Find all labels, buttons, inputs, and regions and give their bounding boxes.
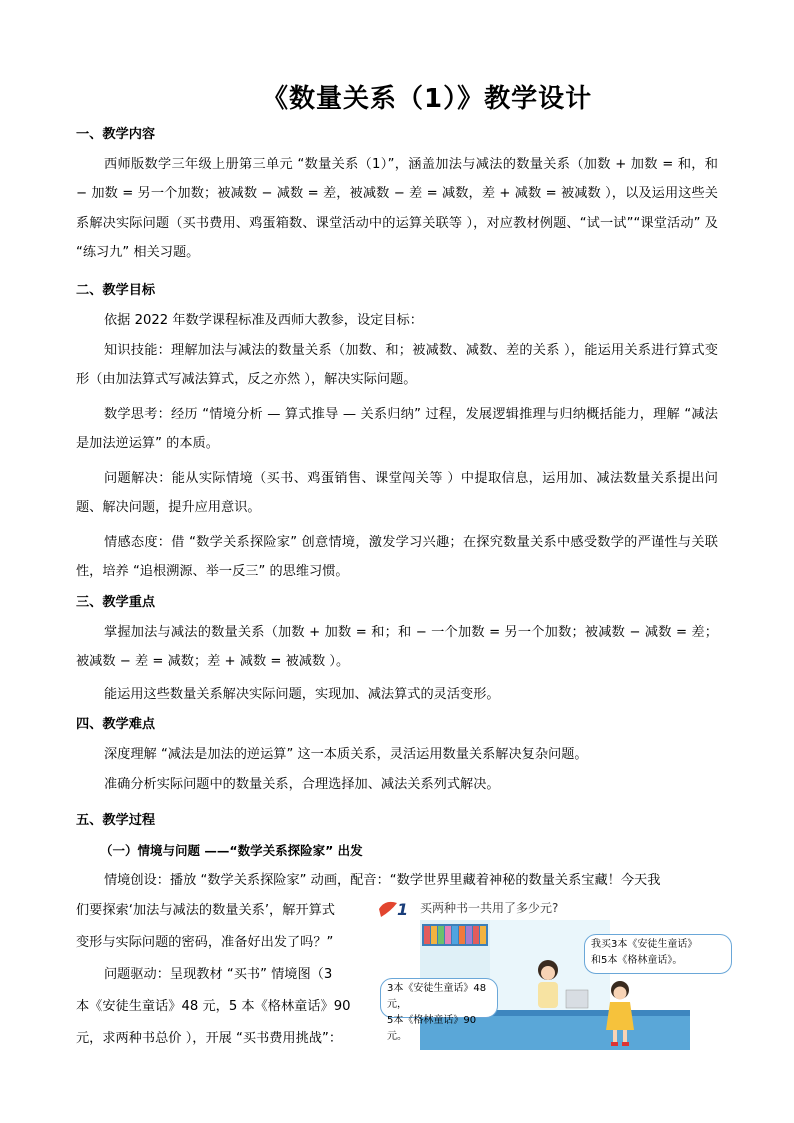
girl-speech-bubble [584, 934, 732, 974]
difficulty-2: 准确分析实际问题中的数量关系，合理选择加、减法关系列式解决。 [104, 777, 500, 792]
section-heading-process: 五、教学过程 [76, 813, 156, 828]
key-point-1: 掌握加法与减法的数量关系（加数 + 加数 = 和；和 − 一个加数 = 另一个加数；被减数 − 减数 = 差；被减数 − 差 = 减数；差 + 减数 = 被减数 ）。 [76, 625, 718, 670]
key-point-2: 能运用这些数量关系解决实际问题，实现加、减法算式的灵活变形。 [104, 687, 500, 702]
register [566, 990, 588, 1008]
example-question: 买两种书一共用了多少元? [420, 901, 559, 915]
goal-knowledge: 知识技能：理解加法与减法的数量关系（加数、和；被减数、减数、差的关系 ），能运用关系进行算式变形（由加法算式写减法算式，反之亦然 ），解决实际问题。 [76, 343, 718, 388]
section-heading-goals: 二、教学目标 [76, 283, 156, 298]
girl-speech-line-2: 和5本《格林童话》。 [591, 955, 683, 966]
example-badge [375, 897, 415, 925]
goal-thinking: 数学思考：经历 “情境分析 — 算式推导 — 关系归纳” 过程，发展逻辑推理与归纳概括能力，理解 “减法是加法逆运算” 的本质。 [76, 407, 718, 452]
example-number: 1 [397, 900, 409, 919]
process-subheading: （一）情境与问题 ——“数学关系探险家” 出发 [100, 843, 363, 858]
goal-problem-solving: 问题解决：能从实际情境（买书、鸡蛋销售、课堂闯关等 ）中提取信息，运用加、减法数量关系提出问题、解决问题，提升应用意识。 [76, 471, 718, 516]
goals-intro: 依据 2022 年数学课程标准及西师大教参，设定目标： [104, 313, 423, 328]
bookshelf-books [424, 926, 486, 944]
clerk-figure [538, 960, 558, 1008]
goal-attitude: 情感态度：借 “数学关系探险家” 创意情境，激发学习兴趣；在探究数量关系中感受数学的严谨性与关联性，培养 “追根溯源、举一反三” 的思维习惯。 [76, 535, 718, 580]
content-paragraph: 西师版数学三年级上册第三单元 “数量关系（1）”，涵盖加法与减法的数量关系（加数 + 加数 = 和，和 − 加数 = 另一个加数；被减数 − 减数 = 差，被减数 − 差 = 减数，差 + 减数 = 被减数 ），以及运用这些关系解决实际问题（买书费用、鸡蛋箱数、课堂活动中的运算关联等 ），对应教材例题、“试一试”“课堂活动” 及 “练习九” 相关习题。 [76, 157, 718, 261]
clerk-speech-line-2: 5本《格林童话》90元。 [387, 1015, 477, 1042]
process-line-1: 情境创设：播放 “数学关系探险家” 动画，配音：“数学世界里藏着神秘的数量关系宝藏！今天我 [104, 873, 661, 888]
girl-speech-line-1: 我买3本《安徒生童话》 [591, 939, 698, 950]
section-heading-content: 一、教学内容 [76, 127, 156, 142]
process-line-3: 变形与实际问题的密码，准备好出发了吗？” [76, 935, 334, 950]
process-line-6: 元，求两种书总价 ），开展 “买书费用挑战”： [76, 1031, 343, 1046]
section-heading-key-points: 三、教学重点 [76, 595, 156, 610]
process-line-2: 们要探索‘加法与减法的数量关系’，解开算式 [76, 903, 335, 918]
document-title: 《数量关系（1）》教学设计 [262, 84, 593, 114]
clerk-speech-line-1: 3本《安徒生童话》48元， [387, 983, 487, 1010]
clerk-speech-bubble [380, 978, 498, 1042]
process-line-5: 本《安徒生童话》48 元，5 本《格林童话》90 [76, 999, 351, 1014]
process-line-4: 问题驱动：呈现教材 “买书” 情境图（3 [104, 967, 333, 982]
difficulty-1: 深度理解 “减法是加法的逆运算” 这一本质关系，灵活运用数量关系解决复杂问题。 [104, 747, 588, 762]
section-heading-difficulties: 四、教学难点 [76, 717, 156, 732]
